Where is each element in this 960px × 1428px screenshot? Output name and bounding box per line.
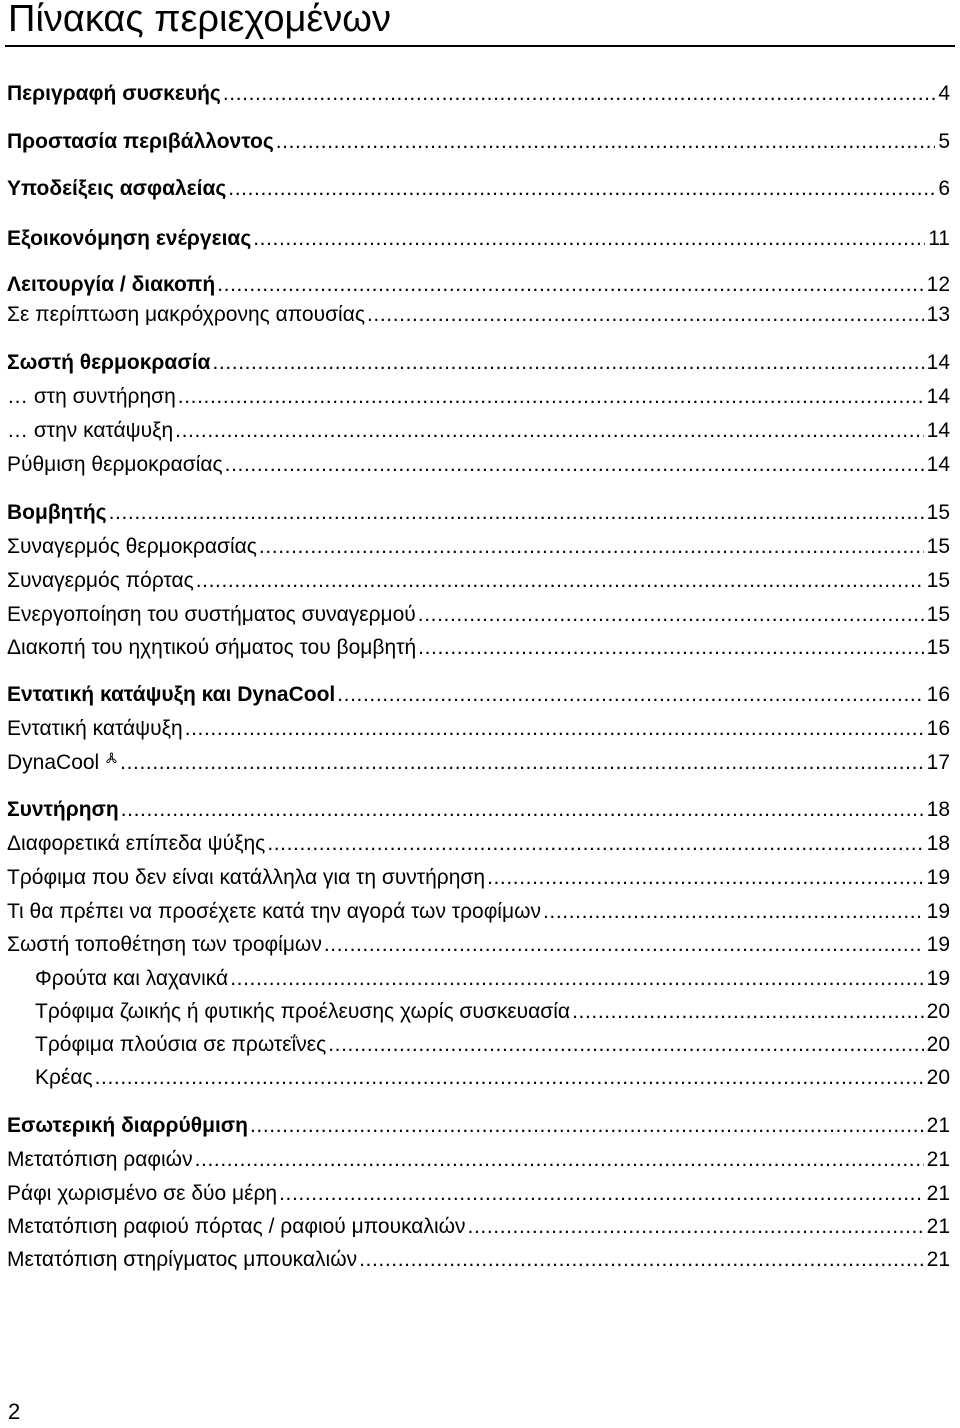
dot-leader bbox=[230, 964, 923, 994]
dot-leader bbox=[572, 997, 924, 1027]
toc-entry-page: 15 bbox=[926, 603, 950, 626]
toc-entry[interactable] bbox=[7, 1111, 950, 1141]
title-divider bbox=[5, 45, 955, 47]
toc-entry-page: 14 bbox=[926, 385, 950, 408]
dot-leader bbox=[543, 897, 924, 927]
toc-entry[interactable] bbox=[7, 1145, 950, 1175]
toc-entry-page: 5 bbox=[938, 130, 950, 153]
toc-entry[interactable] bbox=[7, 450, 950, 480]
toc-entry-title: Σε περίπτωση μακρόχρονης απουσίας bbox=[7, 303, 365, 326]
toc-entry-page: 18 bbox=[926, 798, 950, 821]
toc-entry-page: 14 bbox=[926, 351, 950, 374]
toc-entry-page: 19 bbox=[926, 866, 950, 889]
toc-entry-page: 19 bbox=[926, 967, 950, 990]
toc-entry-title: Λειτουργία / διακοπή bbox=[7, 273, 216, 296]
toc-entry-page: 16 bbox=[926, 683, 950, 706]
toc-entry-page: 18 bbox=[926, 832, 950, 855]
toc-entry-page: 6 bbox=[938, 177, 950, 200]
toc-entry-page: 20 bbox=[926, 1033, 950, 1056]
toc-entry[interactable] bbox=[7, 680, 950, 710]
dot-leader bbox=[120, 748, 924, 778]
toc-entry-title: Μετατόπιση ραφιών bbox=[7, 1148, 193, 1171]
dot-leader bbox=[223, 79, 935, 109]
toc-entry-title: Τι θα πρέπει να προσέχετε κατά την αγορά των τροφίμων bbox=[7, 900, 541, 923]
toc-entry-title: Ρύθμιση θερμοκρασίας bbox=[7, 453, 223, 476]
toc-entry-title: Διαφορετικά επίπεδα ψύξης bbox=[7, 832, 266, 855]
dot-leader bbox=[178, 382, 924, 412]
toc-entry[interactable] bbox=[35, 997, 950, 1027]
toc-entry[interactable] bbox=[7, 747, 950, 777]
toc-entry-title: DynaCool bbox=[7, 751, 100, 774]
dot-leader bbox=[228, 174, 935, 204]
toc-entry[interactable] bbox=[7, 829, 950, 859]
toc-entry[interactable] bbox=[35, 964, 950, 994]
dot-leader bbox=[279, 1179, 924, 1209]
toc-entry-title: Προστασία περιβάλλοντος bbox=[7, 130, 274, 153]
toc-entry-page: 13 bbox=[926, 303, 950, 326]
toc-entry-title: Εσωτερική διαρρύθμιση bbox=[7, 1114, 248, 1137]
toc-entry-page: 21 bbox=[926, 1148, 950, 1171]
toc-entry-page: 16 bbox=[926, 717, 950, 740]
toc-entry-title: Συναγερμός πόρτας bbox=[7, 569, 194, 592]
toc-entry[interactable] bbox=[7, 863, 950, 893]
dot-leader bbox=[217, 270, 923, 300]
toc-entry[interactable] bbox=[7, 532, 950, 562]
toc-entry-title: Ενεργοποίηση του συστήματος συναγερμού bbox=[7, 603, 416, 626]
toc-entry-page: 15 bbox=[926, 501, 950, 524]
dot-leader bbox=[267, 829, 923, 859]
dot-leader bbox=[175, 416, 923, 446]
toc-entry-title: Περιγραφή συσκευής bbox=[7, 82, 221, 105]
toc-entry-page: 21 bbox=[926, 1114, 950, 1137]
dot-leader bbox=[109, 498, 924, 528]
toc-entry-page: 15 bbox=[926, 535, 950, 558]
toc-entry[interactable] bbox=[7, 382, 950, 412]
dot-leader bbox=[250, 1111, 924, 1141]
toc-entry-page: 21 bbox=[926, 1248, 950, 1271]
toc-entry-page: 12 bbox=[926, 273, 950, 296]
toc-entry-page: 19 bbox=[926, 900, 950, 923]
toc-entry-page: 21 bbox=[926, 1215, 950, 1238]
dot-leader bbox=[212, 348, 923, 378]
toc-entry-title: Εξοικονόμηση ενέργειας bbox=[7, 227, 252, 250]
toc-entry-page: 20 bbox=[926, 1066, 950, 1089]
toc-entry[interactable] bbox=[7, 795, 950, 825]
toc-entry[interactable] bbox=[35, 1063, 950, 1093]
toc-entry[interactable] bbox=[7, 1245, 950, 1275]
toc-entry[interactable] bbox=[7, 127, 950, 157]
dot-leader bbox=[195, 1145, 924, 1175]
toc-entry[interactable] bbox=[7, 566, 950, 596]
toc-entry-page: 17 bbox=[926, 751, 950, 774]
toc-entry-page: 14 bbox=[926, 453, 950, 476]
toc-entry-page: 19 bbox=[926, 933, 950, 956]
toc-entry[interactable] bbox=[7, 930, 950, 960]
toc-entry-title: … στην κατάψυξη bbox=[7, 419, 174, 442]
dot-leader bbox=[121, 795, 924, 825]
toc-entry[interactable] bbox=[7, 174, 950, 204]
dot-leader bbox=[196, 566, 924, 596]
dot-leader bbox=[225, 450, 924, 480]
dot-leader bbox=[276, 127, 936, 157]
toc-entry-title: Διακοπή του ηχητικού σήματος του βομβητή bbox=[7, 636, 417, 659]
toc-entry[interactable] bbox=[7, 300, 950, 330]
toc-entry[interactable] bbox=[7, 79, 950, 109]
toc-entry[interactable] bbox=[7, 714, 950, 744]
dot-leader bbox=[468, 1212, 924, 1242]
page-title: Πίνακας περιεχομένων bbox=[8, 0, 391, 40]
toc-entry[interactable] bbox=[7, 633, 950, 663]
toc-entry-title: Εντατική κατάψυξη bbox=[7, 717, 183, 740]
toc-entry[interactable] bbox=[7, 348, 950, 378]
toc-entry[interactable] bbox=[7, 498, 950, 528]
toc-entry-title: Εντατική κατάψυξη και DynaCool bbox=[7, 683, 336, 706]
toc-entry[interactable] bbox=[7, 270, 950, 300]
toc-entry[interactable] bbox=[35, 1030, 950, 1060]
dot-leader bbox=[95, 1063, 924, 1093]
toc-entry-page: 15 bbox=[926, 636, 950, 659]
toc-entry-title: Μετατόπιση στηρίγματος μπουκαλιών bbox=[7, 1248, 358, 1271]
toc-entry-page: 11 bbox=[928, 227, 950, 250]
toc-entry-title: Σωστή τοποθέτηση των τροφίμων bbox=[7, 933, 322, 956]
fan-icon bbox=[105, 747, 118, 769]
page-number: 2 bbox=[8, 1399, 21, 1424]
dot-leader bbox=[259, 532, 924, 562]
toc-entry-page: 14 bbox=[926, 419, 950, 442]
toc-entry-page: 20 bbox=[926, 1000, 950, 1023]
toc-entry[interactable] bbox=[7, 416, 950, 446]
toc-entry-title: Φρούτα και λαχανικά bbox=[35, 967, 229, 990]
toc-entry-title: Τρόφιμα που δεν είναι κατάλληλα για τη συντήρηση bbox=[7, 866, 486, 889]
toc-entry[interactable] bbox=[7, 1212, 950, 1242]
dot-leader bbox=[359, 1245, 924, 1275]
toc-entry-title: Κρέας bbox=[35, 1066, 93, 1089]
toc-entry[interactable] bbox=[7, 1179, 950, 1209]
dot-leader bbox=[487, 863, 924, 893]
toc-entry[interactable] bbox=[7, 897, 950, 927]
toc-entry-page: 15 bbox=[926, 569, 950, 592]
dot-leader bbox=[367, 300, 924, 330]
toc-entry-title: Συντήρηση bbox=[7, 798, 119, 821]
toc-entry-title: Βομβητής bbox=[7, 501, 107, 524]
toc-entry-title: Υποδείξεις ασφαλείας bbox=[7, 177, 227, 200]
toc-entry-title: Τρόφιμα πλούσια σε πρωτεΐνες bbox=[35, 1033, 327, 1056]
toc-entry[interactable] bbox=[7, 224, 950, 254]
dot-leader bbox=[418, 600, 924, 630]
toc-entry-title: Τρόφιμα ζωικής ή φυτικής προέλευσης χωρίς συσκευασία bbox=[35, 1000, 571, 1023]
dot-leader bbox=[328, 1030, 923, 1060]
dot-leader bbox=[337, 680, 923, 710]
toc-entry-title: … στη συντήρηση bbox=[7, 385, 176, 408]
toc-entry-title: Συναγερμός θερμοκρασίας bbox=[7, 535, 257, 558]
dot-leader bbox=[185, 714, 924, 744]
dot-leader bbox=[253, 224, 925, 254]
toc-entry[interactable] bbox=[7, 600, 950, 630]
toc-entry-page: 21 bbox=[926, 1182, 950, 1205]
toc-entry-title: Μετατόπιση ραφιού πόρτας / ραφιού μπουκαλιών bbox=[7, 1215, 466, 1238]
toc-entry-title: Ράφι χωρισμένο σε δύο μέρη bbox=[7, 1182, 278, 1205]
toc-entry-page: 4 bbox=[938, 82, 950, 105]
dot-leader bbox=[324, 930, 924, 960]
toc-entry-title: Σωστή θερμοκρασία bbox=[7, 351, 211, 374]
dot-leader bbox=[418, 633, 923, 663]
